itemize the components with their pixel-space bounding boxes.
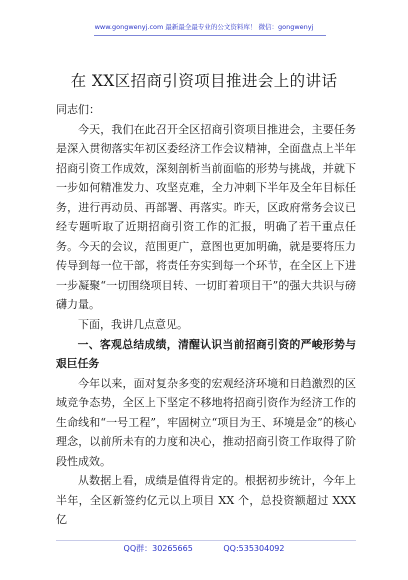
salutation: 同志们： (56, 103, 100, 116)
paragraph: 从数据上看，成绩是值得肯定的。根据初步统计，今年上半年，全区新签约亿元以上项目 XX 个，总投资额超过 XXX 亿 (56, 474, 356, 527)
site-banner-text: www.gongwenyj.com 最新最全最专业的公文资料库！ 微信：gongwenyj (94, 23, 314, 31)
paragraph: 今年以来，面对复杂多变的宏观经济环境和日趋激烈的区域竞争态势，全区上下坚定不移地将招商引资作为经济工作的生命线和“一号工程”，牢固树立“项目为王、环境是金”的核心理念，以前所未有的力度和决心，推动招商引资工作取得了阶段性成效。 (56, 376, 356, 468)
paragraph: 今天，我们在此召开全区招商引资项目推进会，主要任务是深入贯彻落实年初区委经济工作会议精神，全面盘点上半年招商引资工作成效，深刻剖析当前面临的形势与挑战，并就下一步如何精准发力、攻坚克难，全力冲刺下半年及全年目标任务，进行再动员、再部署、再落实。昨天，区政府常务会议已经专题听取了近期招商引资工作的汇报，明确了若干重点任务。今天的会议，范围更广，意图也更加明确，就是要将压力传导到每一位干部，将责任夯实到每一个环节，在全区上下进一步凝聚“一切围绕项目转、一切盯着项目干”的强大共识与磅礴力量。 (56, 122, 356, 312)
header-divider (94, 35, 326, 36)
page-footer (0, 544, 408, 554)
qq-label: QQ:535304092 (223, 544, 285, 553)
section-heading: 一、客观总结成绩，清醒认识当前招商引资的严峻形势与艰巨任务 (56, 337, 356, 371)
document-title: 在 XX区招商引资项目推进会上的讲话 (70, 72, 338, 90)
document-body (56, 100, 356, 530)
footer-divider (56, 540, 356, 541)
site-banner (0, 22, 408, 32)
paragraph: 下面，我讲几点意见。 (78, 318, 188, 332)
qq-group-label: QQ群：30265665 (123, 544, 193, 553)
